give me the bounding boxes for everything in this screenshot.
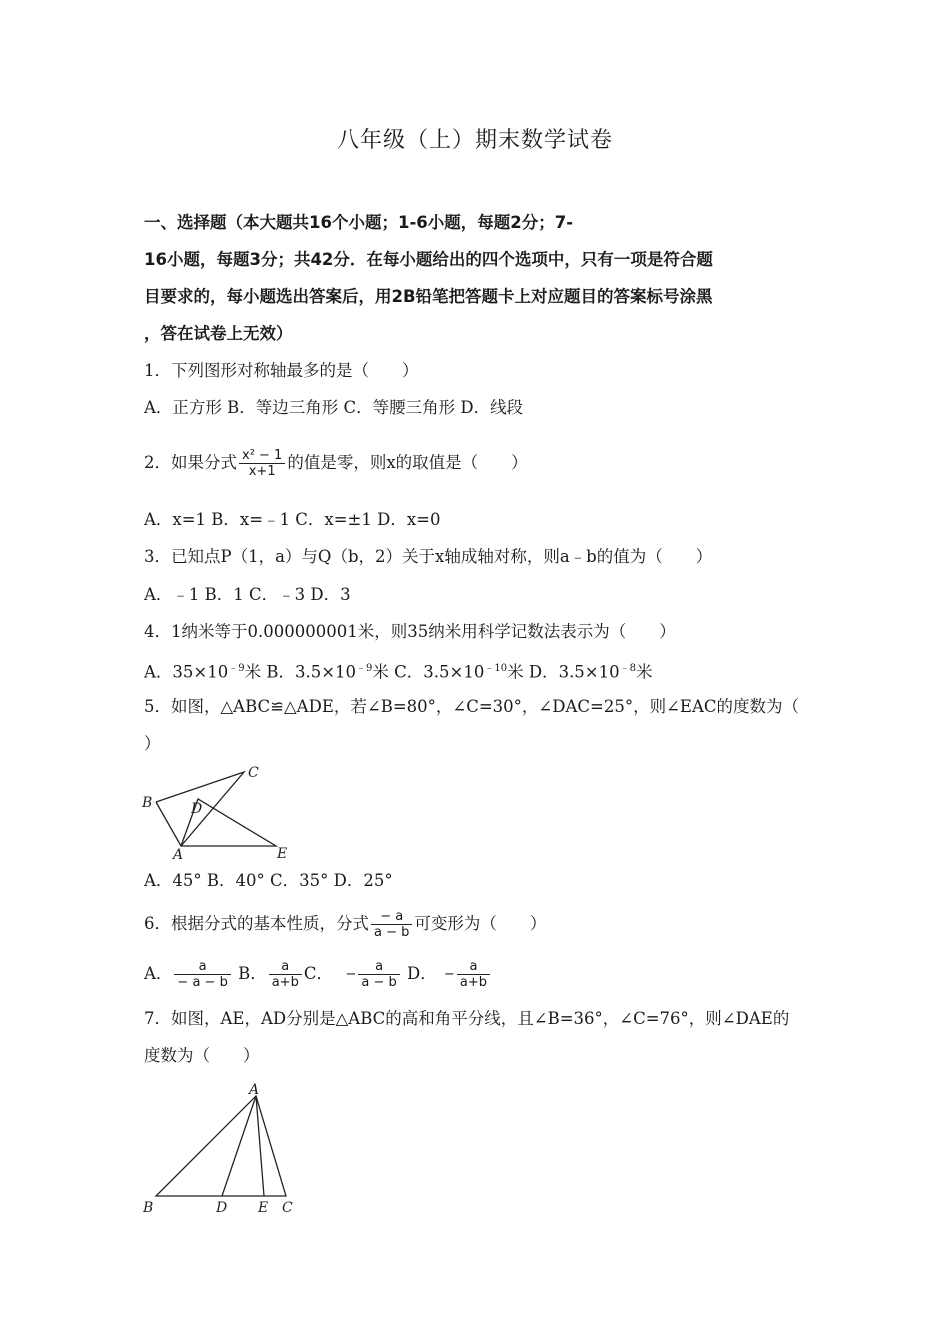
question-3-options: A．﹣1 B．1 C．﹣3 D．3 (144, 585, 351, 604)
question-6-pre: 6．根据分式的基本性质，分式 (144, 914, 369, 933)
option-d-label: D． (407, 964, 437, 983)
option-b-label: B． (238, 964, 267, 983)
page-title: 八年级（上）期末数学试卷 (336, 128, 613, 153)
point-e-label: E (277, 846, 288, 862)
fraction-denominator: a − b (374, 925, 410, 940)
option-a: A．35×10 (144, 662, 229, 682)
fraction-denominator: a+b (271, 975, 299, 990)
fraction-denominator: a+b (459, 975, 488, 990)
question-5-line-1: 5．如图，△ABC≌△ADE，若∠B=80°，∠C=30°，∠DAC=25°，则∠EAC的度数为（ (144, 697, 799, 716)
question-5-figure (140, 760, 300, 864)
question-6-options (144, 954, 492, 994)
option-a-label: A． (144, 964, 173, 983)
option-b: 米 B．3.5×10 (244, 662, 357, 682)
fraction-numerator: a (269, 959, 302, 975)
question-3: 3．已知点P（1，a）与Q（b，2）关于x轴成轴对称，则a﹣b的值为（ ） (144, 547, 713, 566)
question-7-figure (140, 1078, 310, 1220)
point-b-label: B (142, 795, 153, 811)
fraction-numerator: a (457, 959, 490, 975)
fraction-numerator: a (358, 959, 399, 975)
fraction-numerator: − a (371, 909, 412, 925)
option-c-sign: − (345, 967, 357, 982)
question-6-post: 可变形为（ ） (414, 914, 547, 933)
option-b-fraction (269, 959, 302, 990)
fraction-denominator: x+1 (248, 464, 276, 479)
question-6-fraction (371, 909, 412, 940)
question-6 (144, 904, 546, 944)
section-heading-line-4: ，答在试卷上无效） (144, 324, 293, 343)
fraction-numerator: x² − 1 (239, 448, 285, 464)
question-1: 1．下列图形对称轴最多的是（ ） (144, 361, 419, 380)
section-heading-line-3: 目要求的，每小题选出答案后，用2B铅笔把答题卡上对应题目的答案标号涂黑 (144, 287, 713, 306)
question-7-line-1: 7．如图，AE，AD分别是△ABC的高和角平分线，且∠B=36°，∠C=76°，则∠DAE的 (144, 1009, 790, 1028)
question-5-line-2: ） (144, 734, 161, 753)
question-2-pre: 2．如果分式 (144, 453, 237, 472)
option-a-fraction (174, 959, 230, 990)
option-c-label: C． (303, 964, 333, 983)
question-5-options: A．45° B．40° C．35° D．25° (144, 871, 393, 890)
option-d: 米 D．3.5×10 (507, 662, 620, 682)
question-1-options: A．正方形 B．等边三角形 C．等腰三角形 D．线段 (144, 398, 524, 417)
angle-bisector-ad (222, 1096, 256, 1196)
point-a-label: A (173, 847, 184, 863)
point-e-label: E (258, 1200, 269, 1216)
option-d-sign: − (444, 967, 455, 982)
option-a-exponent: ﹣9 (228, 663, 245, 674)
point-d-label: D (191, 801, 203, 817)
option-d-exponent: ﹣8 (619, 663, 637, 674)
fraction-denominator: − a − b (177, 975, 228, 990)
question-2 (144, 443, 528, 483)
option-b-exponent: ﹣9 (356, 663, 373, 674)
section-heading-line-2: 16小题，每题3分；共42分．在每小题给出的四个选项中，只有一项是符合题 (144, 250, 713, 269)
option-end: 米 (636, 662, 653, 682)
option-c-exponent: ﹣10 (484, 663, 508, 674)
question-2-post: 的值是零，则x的取值是（ ） (287, 453, 528, 472)
option-c-fraction (358, 959, 399, 990)
question-2-options: A．x=1 B．x=﹣1 C．x=±1 D．x=0 (144, 510, 441, 529)
question-4: 4．1纳米等于0.000000001米，则35纳米用科学记数法表示为（ ） (144, 622, 676, 641)
point-d-label: D (216, 1200, 228, 1216)
fraction-numerator: a (174, 959, 230, 975)
question-7-line-2: 度数为（ ） (144, 1046, 260, 1065)
point-b-label: B (143, 1200, 154, 1216)
fraction-denominator: a − b (361, 975, 397, 990)
point-a-label: A (249, 1082, 260, 1098)
option-c: 米 C．3.5×10 (372, 662, 485, 682)
question-2-fraction (239, 448, 285, 479)
option-d-fraction (457, 959, 490, 990)
triangle-abc (156, 1096, 286, 1196)
question-4-options (144, 658, 653, 684)
point-c-label: C (282, 1200, 293, 1216)
point-c-label: C (248, 765, 259, 781)
section-heading-line-1: 一、选择题（本大题共16个小题；1-6小题，每题2分；7- (144, 213, 574, 232)
